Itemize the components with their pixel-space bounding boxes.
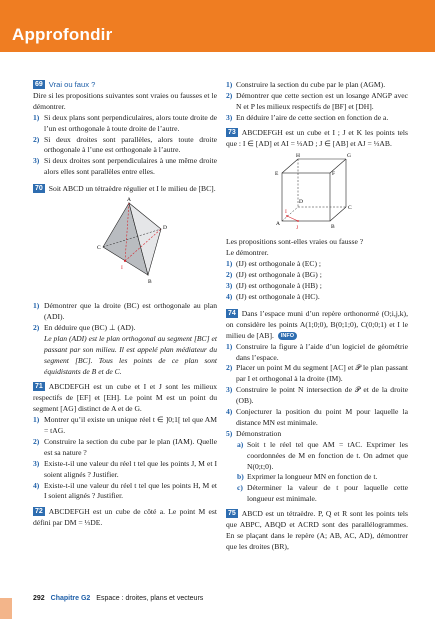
left-column — [33, 80, 217, 529]
vertex-label: A — [276, 221, 280, 228]
exercise-intro: ABCDEFGH est un cube et I et J sont les milieux respectifs de [EF] et [EH]. Le point M est un point du segment [AG] distinct de A et de G. — [33, 382, 217, 414]
list-item: 3) Si deux droites sont perpendiculaires à une même droite alors elles sont parallèles entre elles. — [33, 156, 217, 177]
exercise-intro: ABCD est un tétraèdre. P, Q et R sont les points tels que ABPC, ABQD et ACRD sont des parallélogrammes. En se plaçant dans le repère (A; AB, AC, AD), démontrer que les droites (BR), — [226, 509, 408, 551]
vertex-label: C — [97, 245, 101, 252]
list-item: 3) (IJ) est orthogonale à (HB) ; — [226, 281, 322, 291]
list-item: 2) En déduire que (BC) ⊥ (AD). — [33, 322, 136, 332]
exercise-number: 70 — [35, 185, 43, 193]
vertex-label: G — [347, 153, 351, 160]
cube-figure — [226, 151, 408, 233]
exercise-71 — [33, 382, 217, 502]
vertex-label: I — [121, 265, 123, 272]
exercise-demo: Le démontrer. — [226, 248, 269, 258]
exercise-number: 72 — [35, 508, 43, 516]
list-item: 2) Construire la section du cube par le plan (IAM). Quelle est sa nature ? — [33, 436, 217, 457]
vertex-label: F — [332, 171, 336, 178]
sub-item: a) Soit t le réel tel que AM = tAC. Exprimer les coordonnées de M en fonction de t. On admet que N(0;t;0). — [237, 439, 408, 471]
exercise-intro: Dire si les propositions suivantes sont vraies ou fausses et le démontrer. — [33, 90, 217, 111]
exercise-72-questions — [226, 80, 408, 124]
vertex-label: D — [299, 199, 303, 206]
list-item: 3) En déduire l’aire de cette section en fonction de a. — [226, 112, 389, 122]
list-item: 2) Démontrer que cette section est un losange ANGP avec N et P les milieux respectifs de [BF] et [DH]. — [226, 90, 408, 111]
exercise-intro: Soit ABCD un tétraèdre régulier et I le milieu de [BC]. — [48, 184, 216, 194]
exercise-number: 73 — [228, 128, 236, 136]
list-item: 4) (IJ) est orthogonale à (HC). — [226, 291, 320, 301]
vertex-label: B — [148, 279, 152, 286]
exercise-question: Les propositions sont-elles vraies ou fausse ? — [226, 237, 364, 247]
exercise-title: Vrai ou faux ? — [48, 80, 96, 89]
list-item: 2) Placer un point M du segment [AC] et 𝒫 le plan passant par I et orthogonal à la droite (IM). — [226, 363, 408, 384]
exercise-73 — [226, 128, 408, 303]
exercise-number: 74 — [228, 309, 236, 317]
vertex-label: E — [275, 171, 279, 178]
corner-tab — [0, 598, 12, 619]
exercise-note: Le plan (ADI) est le plan orthogonal au segment [BC] et passant par son milieu. Il est appelé plan médiateur du segment [BC]. Tous les points de ce plan sont équidistants de B et de C. — [44, 333, 217, 376]
list-item: 1) Construire la figure à l’aide d’un logiciel de géométrie dans l’espace. — [226, 341, 408, 362]
exercise-69 — [33, 80, 217, 178]
exercise-70 — [33, 184, 217, 377]
list-item: 5) Démonstration — [226, 428, 282, 438]
vertex-label: J — [296, 225, 299, 232]
list-item: 1) Si deux plans sont perpendiculaires, alors toute droite de l’un est orthogonale à toute droite de l’autre. — [33, 112, 217, 133]
page-title: Approfondir — [12, 25, 113, 44]
list-item: 1) Démontrer que la droite (BC) est orthogonale au plan (ADI). — [33, 301, 217, 321]
list-item: 3) Existe-t-il une valeur du réel t tel que les points J, M et I soient alignés ? Justifier. — [33, 458, 217, 479]
vertex-label: C — [348, 205, 352, 212]
list-item: 1) Montrer qu’il existe un unique réel t ∈ ]0;1[ tel que AM = tAG. — [33, 415, 217, 436]
vertex-label: I — [285, 209, 287, 216]
list-item: 2) Si deux droites sont parallèles, alors toute droite orthogonale à l’une est orthogonale à l’autre. — [33, 134, 217, 155]
exercise-number: 69 — [35, 81, 43, 88]
list-item: 4) Conjecturer la position du point M pour laquelle la distance MN est minimale. — [226, 407, 408, 427]
list-item: 3) Construire le point N intersection de 𝒫 et de la droite (OB). — [226, 385, 408, 406]
exercise-intro: ABCDEFGH est un cube de côté a. Le point M est défini par DM = ⅓DE. — [33, 507, 217, 528]
chapter-label: Chapitre G2 — [50, 595, 91, 602]
page-number: 292 — [33, 595, 45, 602]
vertex-label: D — [163, 225, 167, 232]
exercise-72 — [33, 507, 217, 529]
exercise-intro: Dans l’espace muni d’un repère orthonormé (O;i,j,k), on considère les points A(1;0;0), B(0;1;0), C(0;0;1) et I le milieu de [AB]. — [226, 308, 408, 340]
exercise-number: 75 — [228, 510, 236, 518]
exercise-intro: ABCDEFGH est un cube et I ; J et K les points tels que : I ∈ [AD] et AI = ⅓AD ; J ∈ [AB] et AJ = ⅓AB. — [226, 127, 408, 148]
info-badge: INFO — [278, 332, 297, 340]
exercise-74 — [226, 309, 408, 505]
exercise-number: 71 — [35, 383, 43, 391]
list-item: 1) (IJ) est orthogonale à (EC) ; — [226, 259, 321, 269]
page-header — [0, 0, 435, 52]
vertex-label: A — [127, 197, 131, 204]
chapter-title: Espace : droites, plans et vecteurs — [96, 595, 204, 602]
vertex-label: B — [331, 224, 335, 231]
exercise-75 — [226, 509, 408, 553]
page-footer — [33, 595, 203, 602]
sub-item: c) Déterminer la valeur de t pour laquelle cette longueur est minimale. — [237, 483, 408, 504]
vertex-label: H — [296, 153, 300, 160]
list-item: 4) Existe-t-il une valeur du réel t tel que les points H, M et I soient alignés ? Justifier. — [33, 480, 217, 501]
right-column — [226, 80, 408, 553]
tetrahedron-figure — [33, 197, 217, 297]
list-item: 2) (IJ) est orthogonale à (BG) ; — [226, 270, 322, 280]
sub-item: b) Exprimer la longueur MN en fonction de t. — [237, 472, 378, 482]
list-item: 1) Construire la section du cube par le plan (AGM). — [226, 80, 386, 89]
